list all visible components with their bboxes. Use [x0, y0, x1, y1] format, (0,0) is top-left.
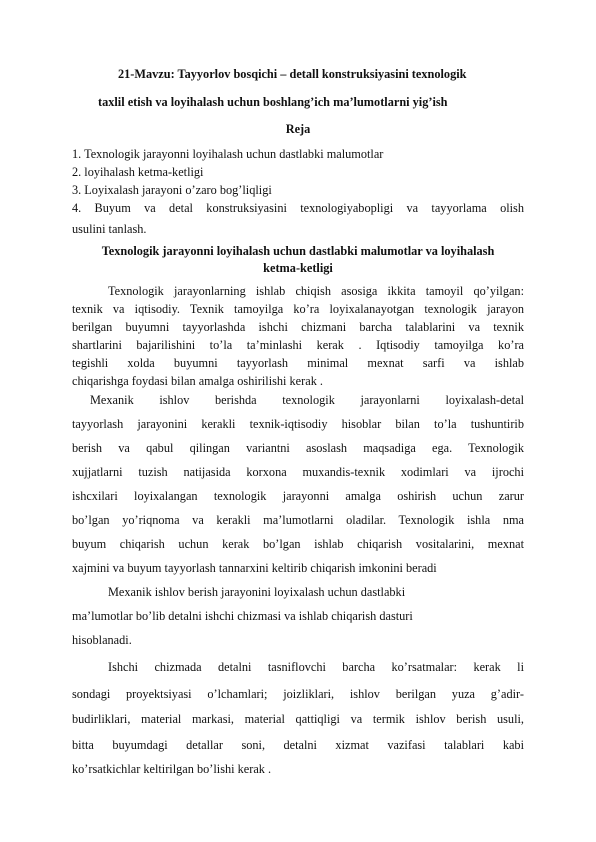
para4-line-5: ko’rsatkichlar keltirilgan bo’lishi kerak .: [72, 762, 272, 776]
plan-heading: Reja: [285, 122, 311, 136]
para2-line-4: xujjatlarni tuzish natijasida korxona muxandis-texnik xodimlari va ijrochi: [72, 465, 524, 479]
para2-line-6: bo’lgan yo’riqnoma va kerakli ma’lumotlarni oladilar. Texnologik ishla nma: [72, 513, 524, 527]
plan-item-3: 3. Loyixalash jarayoni o’zaro bog’liqligi: [72, 183, 272, 197]
para1-line-2: texnik va iqtisodiy. Texnik tamoyilga ko’ra loyixalanayotgan texnologik jarayon: [72, 302, 524, 316]
para2-line-2: tayyorlash jarayonini kerakli texnik-iqtisodiy hisoblar bilan to’la tushuntirib: [72, 417, 524, 431]
para2-line-5: ishcxilari loyixalangan texnologik jarayonni amalga oshirish uchun zarur: [72, 489, 524, 503]
para3-line-3: hisoblanadi.: [72, 633, 132, 647]
title-line-2: taxlil etish va loyihalash uchun boshlang’ich ma’lumotlarni yig’ish: [98, 95, 448, 109]
para1-line-5: tegishli xolda buyumni tayyorlash minimal mexnat sarfi va ishlab: [72, 356, 524, 370]
para1-line-3: berilgan buyumni tayyorlashda ishchi chizmani barcha talablarini va texnik: [72, 320, 524, 334]
para4-line-1: Ishchi chizmada detalni tasniflovchi barcha ko’rsatmalar: kerak li: [108, 660, 524, 674]
para3-line-2: ma’lumotlar bo’lib detalni ishchi chizmasi va ishlab chiqarish dasturi: [72, 609, 413, 623]
para4-line-2: sondagi proyektsiyasi o’lchamlari; joizliklari, ishlov berilgan yuza g’adir-: [72, 687, 524, 701]
plan-item-1: 1. Texnologik jarayonni loyihalash uchun dastlabki malumotlar: [72, 147, 384, 161]
para1-line-1: Texnologik jarayonlarning ishlab chiqish asosiga ikkita tamoyil qo’yilgan:: [108, 284, 524, 298]
para4-line-3: budirliklari, material markasi, material qattiqligi va termik ishlov berish usuli,: [72, 712, 524, 726]
para3-line-1: Mexanik ishlov berish jarayonini loyixalash uchun dastlabki: [108, 585, 406, 599]
para1-line-4: shartlarini bajarilishini to’la ta’minlashi kerak . Iqtisodiy tamoyilga ko’ra: [72, 338, 524, 352]
plan-item-4: 4. Buyum va detal konstruksiyasini texnologiyabopligi va tayyorlama olish: [72, 201, 524, 215]
title-line-1: 21-Mavzu: Tayyorlov bosqichi – detall konstruksiyasini texnologik: [118, 67, 467, 81]
section-heading-line-1: Texnologik jarayonni loyihalash uchun dastlabki malumotlar va loyihalash: [101, 244, 495, 258]
para1-line-6: chiqarishga foydasi bilan amalga oshirilishi kerak .: [72, 374, 323, 388]
para2-line-7: buyum chiqarish uchun kerak bo’lgan ishlab chiqarish vositalarini, mexnat: [72, 537, 524, 551]
plan-item-2: 2. loyihalash ketma-ketligi: [72, 165, 204, 179]
section-heading-line-2: ketma-ketligi: [263, 261, 333, 275]
plan-item-4-cont: usulini tanlash.: [72, 222, 147, 236]
para2-line-1: Mexanik ishlov berishda texnologik jarayonlarni loyixalash-detal: [90, 393, 524, 407]
para2-line-8: xajmini va buyum tayyorlash tannarxini keltirib chiqarish imkonini beradi: [72, 561, 437, 575]
para2-line-3: berish va qabul qilingan variantni asoslash maqsadiga ega. Texnologik: [72, 441, 524, 455]
para4-line-4: bitta buyumdagi detallar soni, detalni xizmat vazifasi talablari kabi: [72, 738, 524, 752]
